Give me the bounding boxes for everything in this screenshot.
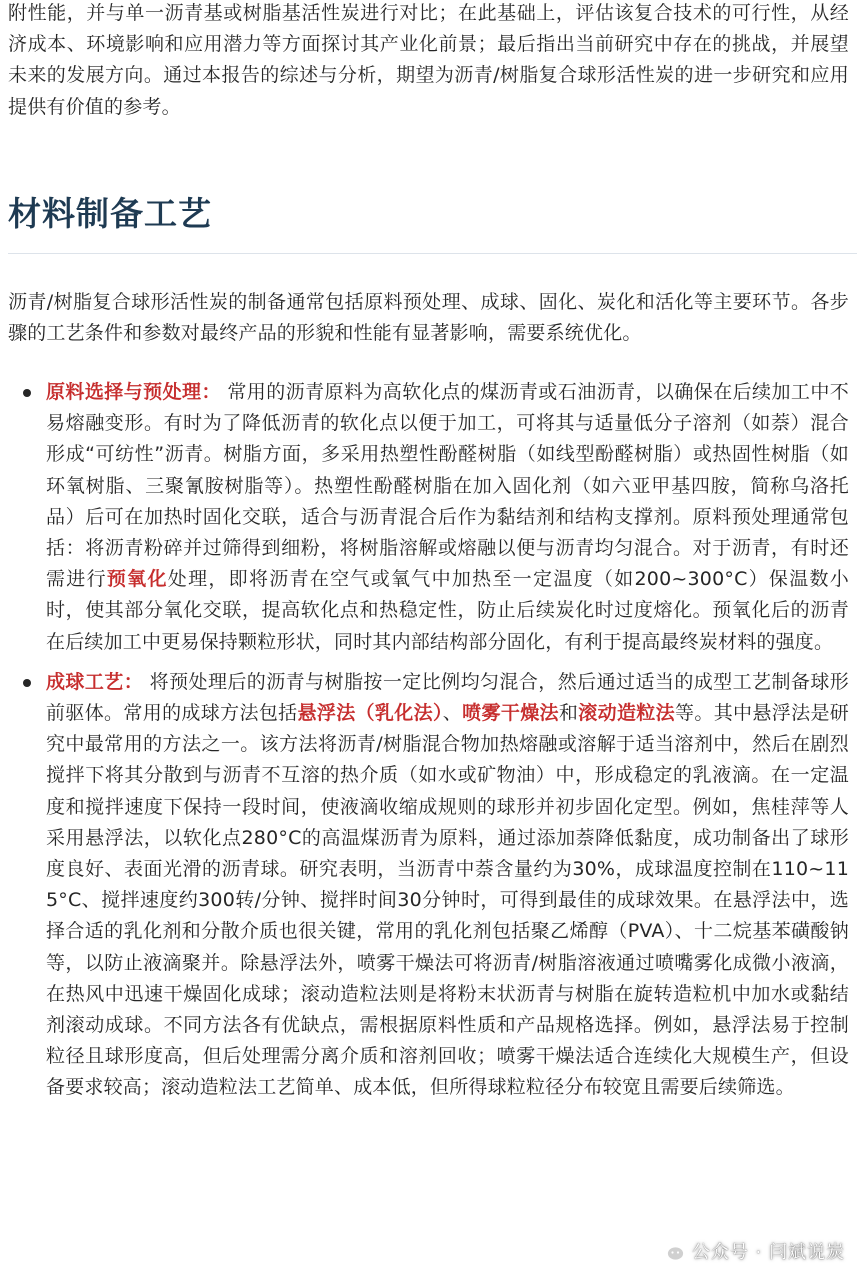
body-text-segment: 、: [442, 702, 463, 725]
watermark-text: 公众号 · 闫斌说炭: [691, 1242, 845, 1263]
body-text-segment: 将预处理后的沥青与树脂按一定比例均匀混合，然后通过适当的成型工艺制备球形前驱体。常用的成球方法包括: [46, 670, 849, 725]
body-text-segment: 和: [558, 702, 579, 725]
bullet-item-raw-material: [0, 377, 857, 658]
highlighted-term: 喷雾干燥法: [462, 702, 559, 725]
section-lead-paragraph: 沥青/树脂复合球形活性炭的制备通常包括原料预处理、成球、固化、炭化和活化等主要环节。各步骤的工艺条件和参数对最终产品的形貌和性能有显著影响，需要系统优化。: [8, 291, 849, 345]
highlighted-term: 滚动造粒法: [578, 702, 676, 725]
highlighted-term: 原料选择与预处理：: [46, 381, 221, 403]
intro-paragraph: 附性能，并与单一沥青基或树脂基活性炭进行对比；在此基础上，评估该复合技术的可行性，从经济成本、环境影响和应用潜力等方面探讨其产业化前景；最后指出当前研究中存在的挑战，并展望未来的发展方向。通过本报告的综述与分析，期望为沥青/树脂复合球形活性炭的进一步研究和应用提供有价值的参考。: [8, 2, 849, 118]
bullet-dot: [23, 389, 31, 397]
highlighted-term: 成球工艺：: [46, 670, 144, 693]
wechat-watermark: [656, 1238, 845, 1264]
wechat-icon: [656, 1239, 686, 1263]
highlighted-term: 预氧化: [106, 568, 168, 591]
section-heading: 材料制备工艺: [8, 194, 212, 233]
bullet-item-sphere-forming: [0, 667, 857, 1104]
bullet-text: [46, 671, 849, 1099]
section-divider: [8, 253, 857, 254]
process-bullet-list: [0, 377, 857, 1113]
highlighted-term: 悬浮法（乳化法）: [297, 702, 443, 725]
body-text-segment: 等。其中悬浮法是研究中最常用的方法之一。该方法将沥青/树脂混合物加热熔融或溶解于适当溶剂中，然后在剧烈搅拌下将其分散到与沥青不互溶的热介质（如水或矿物油）中，形成稳定的乳液滴。在一定温度和搅拌速度下保持一段时间，使液滴收缩成规则的球形并初步固化定型。例如，焦桂萍等人采用悬浮法，以软化点280°C的高温煤沥青为原料，通过添加萘降低黏度，成功制备出了球形度良好、表面光滑的沥青球。研究表明，当沥青中萘含量约为30%，成球温度控制在110~115°C、搅拌速度约300转/分钟、搅拌时间30分钟时，可得到最佳的成球效果。在悬浮法中，选择合适的乳化剂和分散介质也很关键，常用的乳化剂包括聚乙烯醇（PVA）、十二烷基苯磺酸钠等，以防止液滴聚并。除悬浮法外，喷雾干燥法可将沥青/树脂溶液通过喷嘴雾化成微小液滴，在热风中迅速干燥固化成球；滚动造粒法则是将粉末状沥青与树脂在旋转造粒机中加水或黏结剂滚动成球。不同方法各有优缺点，需根据原料性质和产品规格选择。例如，悬浮法易于控制粒径且球形度高，但后处理需分离介质和溶剂回收；喷雾干燥法适合连续化大规模生产，但设备要求较高；滚动造粒法工艺简单、成本低，但所得球粒粒径分布较宽且需要后续筛选。: [46, 702, 849, 1099]
body-text-segment: 常用的沥青原料为高软化点的煤沥青或石油沥青，以确保在后续加工中不易熔融变形。有时为了降低沥青的软化点以便于加工，可将其与适量低分子溶剂（如萘）混合形成“可纺性”沥青。树脂方面，多采用热塑性酚醛树脂（如线型酚醛树脂）或热固性树脂（如环氧树脂、三聚氰胺树脂等）。热塑性酚醛树脂在加入固化剂（如六亚甲基四胺，简称乌洛托品）后可在加热时固化交联，适合与沥青混合后作为黏结剂和结构支撑剂。原料预处理通常包括：将沥青粉碎并过筛得到细粉，将树脂溶解或熔融以便与沥青均匀混合。对于沥青，有时还需进行: [46, 381, 849, 591]
body-text-segment: 处理，即将沥青在空气或氧气中加热至一定温度（如200~300°C）保温数小时，使其部分氧化交联，提高软化点和热稳定性，防止后续炭化时过度熔化。预氧化后的沥青在后续加工中更易保持颗粒形状，同时其内部结构部分固化，有利于提高最终炭材料的强度。: [46, 568, 849, 653]
bullet-dot: [23, 679, 31, 687]
bullet-text: [46, 381, 849, 653]
